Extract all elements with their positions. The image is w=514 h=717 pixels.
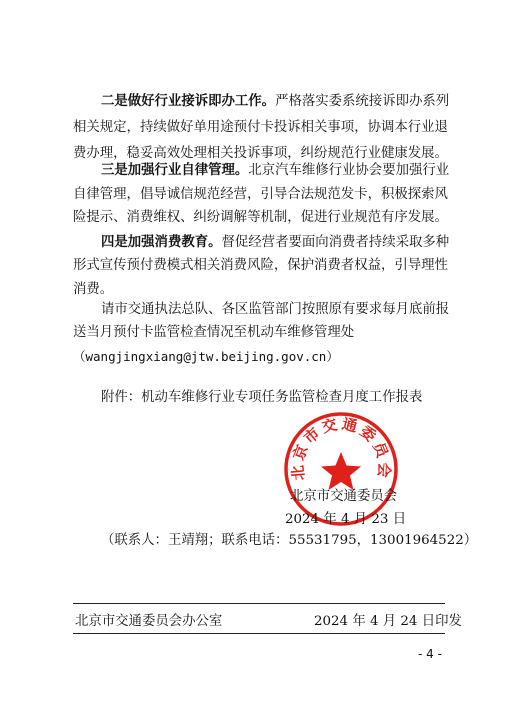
- email-address: （wangjingxiang@jtw.beijing.gov.cn）: [73, 349, 339, 364]
- attachment-line: 附件：机动车维修行业专项任务监管检查月度工作报表: [101, 390, 423, 405]
- paragraph-3-text: 督促经营者要面向消费者持续采取多种: [221, 235, 450, 250]
- footer-divider-top: [73, 603, 445, 604]
- page-number: - 4 -: [418, 647, 442, 661]
- paragraph-2-text: 北京汽车维修行业协会要加强行业: [248, 163, 450, 178]
- paragraph-3-line-2: 形式宣传预付费模式相关消费风险，保护消费者权益，引导理性: [73, 258, 448, 273]
- issuing-office: 北京市交通委员会办公室: [75, 614, 223, 629]
- paragraph-1-line-1: [101, 91, 449, 112]
- paragraph-1-text: 严格落实委系统接诉即办系列: [275, 94, 450, 109]
- paragraph-4-line-2: 送当月预付卡监管检查情况至机动车维修管理处: [73, 325, 355, 340]
- contact-info: （联系人：王靖翔；联系电话：55531795，13001964522）: [101, 533, 478, 548]
- issue-date: 2024 年 4 月 23 日: [285, 512, 407, 527]
- seal-text: 北京市交通委员会: [288, 414, 394, 482]
- paragraph-3-line-3: 消费。: [73, 282, 114, 297]
- paragraph-2-heading: 三是加强行业自律管理。: [101, 162, 249, 178]
- paragraph-2-line-3: 险提示、消费维权、纠纷调解等机制，促进行业规范有序发展。: [73, 210, 448, 225]
- paragraph-2-line-2: 自律管理，倡导诚信规范经营，引导合法规范发卡，积极探索风: [73, 187, 448, 202]
- paragraph-2-line-1: [101, 160, 449, 181]
- paragraph-1-line-2: 相关规定，持续做好单用途预付卡投诉相关事项，协调本行业退: [73, 120, 448, 135]
- issuing-organization: 北京市交通委员会: [290, 489, 398, 504]
- paragraph-1-line-3: 费办理，稳妥高效处理相关投诉事项，纠纷规范行业健康发展。: [73, 146, 448, 161]
- paragraph-3-line-1: [101, 232, 449, 253]
- footer-divider-bottom: [73, 633, 445, 634]
- paragraph-3-heading: 四是加强消费教育。: [101, 234, 222, 250]
- paragraph-1-heading: 二是做好行业接诉即办工作。: [101, 93, 276, 109]
- print-date: 2024 年 4 月 24 日印发: [314, 614, 462, 629]
- paragraph-4-line-1: 请市交通执法总队、各区监管部门按照原有要求每月底前报: [101, 302, 450, 317]
